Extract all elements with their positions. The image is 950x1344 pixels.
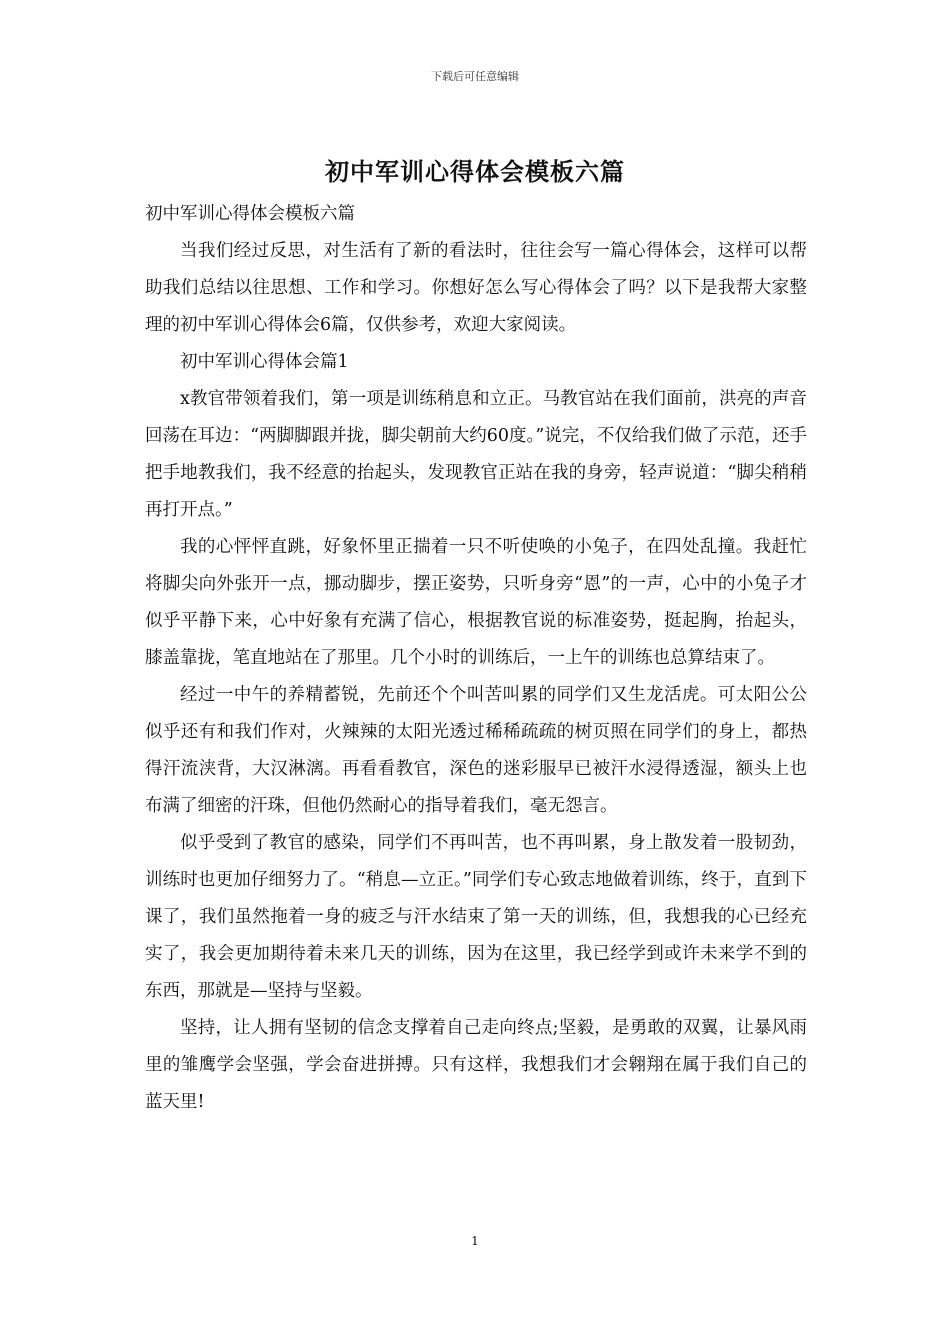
body-paragraph: 我的心怦怦直跳，好象怀里正揣着一只不听使唤的小兔子，在四处乱撞。我赶忙将脚尖向外张开一点，挪动脚步，摆正姿势，只听身旁“恩”的一声，心中的小兔子才似乎平静下来，心中好象有充满了信心，根据教官说的标准姿势，挺起胸，抬起头，膝盖靠拢，笔直地站在了那里。几个小时的训练后，一上午的训练也总算结束了。 <box>145 537 807 668</box>
document-body <box>145 196 807 1121</box>
body-paragraph: 当我们经过反思，对生活有了新的看法时，往往会写一篇心得体会，这样可以帮助我们总结以往思想、工作和学习。你想好怎么写心得体会了吗？以下是我帮大家整理的初中军训心得体会6篇，仅供参考，欢迎大家阅读。 <box>145 241 807 335</box>
page-number: 1 <box>471 1234 479 1248</box>
body-paragraph: 似乎受到了教官的感染，同学们不再叫苦，也不再叫累，身上散发着一股韧劲，训练时也更加仔细努力了。“稍息—立正。”同学们专心致志地做着训练，终于，直到下课了，我们虽然拖着一身的疲乏与汗水结束了第一天的训练，但，我想我的心已经充实了，我会更加期待着未来几天的训练，因为在这里，我已经学到或许未来学不到的东西，那就是—坚持与坚毅。 <box>145 833 807 1001</box>
body-paragraph: 坚持，让人拥有坚韧的信念支撑着自己走向终点;坚毅，是勇敢的双翼，让暴风雨里的雏鹰学会坚强，学会奋进拼搏。只有这样，我想我们才会翱翔在属于我们自己的蓝天里! <box>145 1018 807 1112</box>
header-note: 下载后可任意编辑 <box>431 70 519 83</box>
body-paragraph: 经过一中午的养精蓄锐，先前还个个叫苦叫累的同学们又生龙活虎。可太阳公公似乎还有和我们作对，火辣辣的太阳光透过稀稀疏疏的树页照在同学们的身上，都热得汗流浃背，大汉淋漓。再看看教官，深色的迷彩服早已被汗水浸得透湿，额头上也布满了细密的汗珠，但他仍然耐心的指导着我们，毫无怨言。 <box>145 685 807 816</box>
section-heading: 初中军训心得体会篇1 <box>180 352 349 372</box>
body-paragraph: x教官带领着我们，第一项是训练稍息和立正。马教官站在我们面前，洪亮的声音回荡在耳边：“两脚脚跟并拢，脚尖朝前大约60度。”说完，不仅给我们做了示范，还手把手地教我们，我不经意的抬起头，发现教官正站在我的身旁，轻声说道：“脚尖稍稍再打开点。” <box>145 389 807 520</box>
document-title: 初中军训心得体会模板六篇 <box>325 157 625 186</box>
subtitle-line: 初中军训心得体会模板六篇 <box>145 204 355 224</box>
